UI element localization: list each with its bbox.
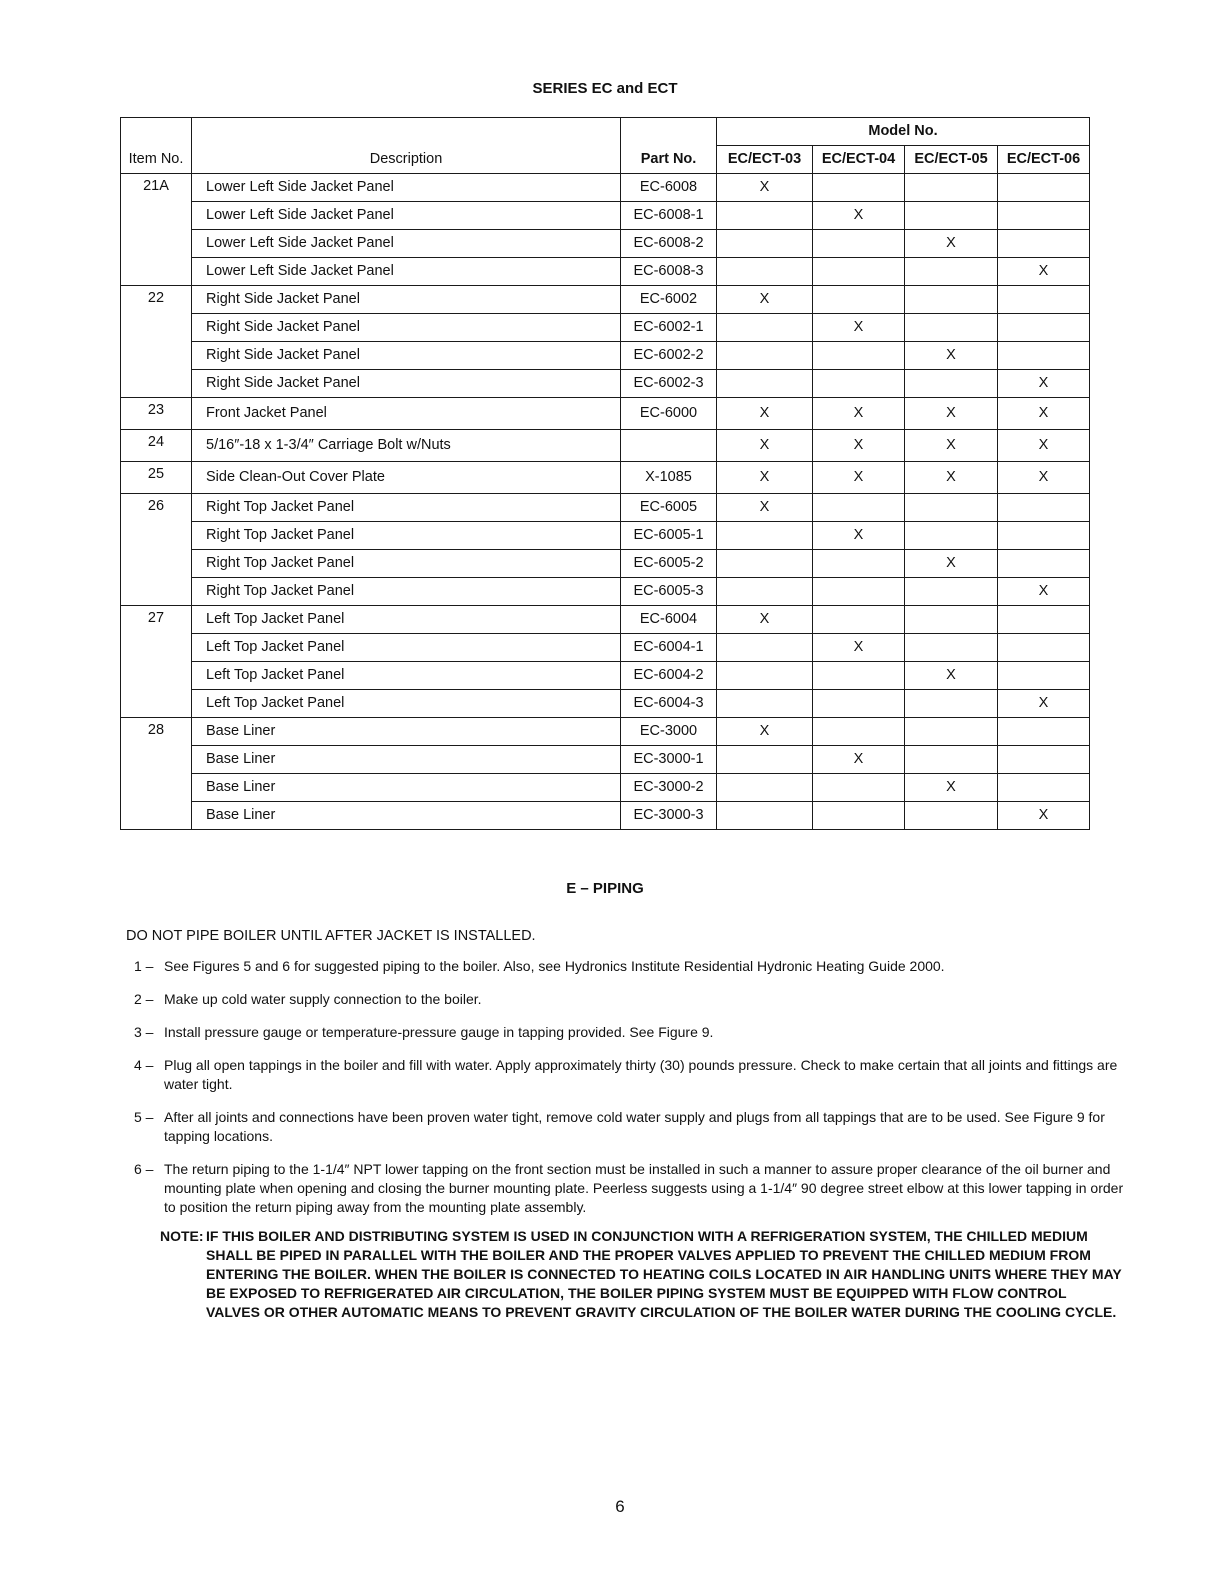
description-cell: Right Side Jacket Panel <box>192 341 621 369</box>
table-row <box>121 173 1090 201</box>
item-no-cell: 22 <box>121 285 192 397</box>
part-no-cell: EC-6002-2 <box>621 341 717 369</box>
model-mark-cell <box>998 773 1090 801</box>
model-mark-cell <box>905 285 998 313</box>
description-cell: Right Top Jacket Panel <box>192 549 621 577</box>
item-no-cell: 26 <box>121 493 192 605</box>
step-number: 6 – <box>134 1161 154 1177</box>
part-no-cell: EC-6008 <box>621 173 717 201</box>
model-mark-cell: X <box>813 397 905 429</box>
part-no-cell: EC-6004-3 <box>621 689 717 717</box>
table-row <box>121 201 1090 229</box>
description-cell: Side Clean-Out Cover Plate <box>192 461 621 493</box>
description-cell: Right Side Jacket Panel <box>192 369 621 397</box>
model-mark-cell <box>905 717 998 745</box>
model-mark-cell <box>813 689 905 717</box>
model-mark-cell: X <box>998 429 1090 461</box>
note-text: IF THIS BOILER AND DISTRIBUTING SYSTEM IS USED IN CONJUNCTION WITH A REFRIGERATION SYSTEM, THE CHILLED MEDIUM SHALL BE PIPED IN PARALLEL WITH THE BOILER AND THE PROPER VALVES APPLIED TO PREVENT THE CHILLED MEDIUM FROM ENTERING THE BOILER. WHEN THE BOILER IS CONNECTED TO HEATING COILS LOCATED IN AIR HANDLING UNITS WHERE THEY MAY BE EXPOSED TO REFRIGERATED AIR CIRCULATION, THE BOILER PIPING SYSTEM MUST BE EQUIPPED WITH FLOW CONTROL VALVES OR OTHER AUTOMATIC MEANS TO PREVENT GRAVITY CIRCULATION OF THE BOILER WATER DURING THE COOLING CYCLE. <box>206 1228 1122 1320</box>
part-no-cell: EC-6005-3 <box>621 577 717 605</box>
part-no-cell: EC-6000 <box>621 397 717 429</box>
header-desc-spacer <box>192 118 621 146</box>
part-no-cell: EC-6008-1 <box>621 201 717 229</box>
item-no-cell: 24 <box>121 429 192 461</box>
description-cell: Lower Left Side Jacket Panel <box>192 201 621 229</box>
model-mark-cell: X <box>905 549 998 577</box>
model-mark-cell <box>717 745 813 773</box>
model-mark-cell <box>717 577 813 605</box>
table-row <box>121 429 1090 461</box>
part-no-cell: EC-6004-1 <box>621 633 717 661</box>
model-mark-cell <box>905 745 998 773</box>
model-mark-cell <box>998 717 1090 745</box>
model-group-header: Model No. <box>717 118 1090 146</box>
part-no-cell: EC-6008-2 <box>621 229 717 257</box>
model-mark-cell <box>717 633 813 661</box>
model-mark-cell <box>998 313 1090 341</box>
model-mark-cell: X <box>905 229 998 257</box>
table-row <box>121 521 1090 549</box>
model-mark-cell: X <box>905 397 998 429</box>
part-no-cell: EC-6008-3 <box>621 257 717 285</box>
model-header-03: EC/ECT-03 <box>717 145 813 173</box>
description-cell: Base Liner <box>192 717 621 745</box>
part-no-cell: EC-6004-2 <box>621 661 717 689</box>
table-row <box>121 661 1090 689</box>
model-mark-cell <box>905 605 998 633</box>
table-row <box>121 801 1090 829</box>
table-row <box>121 549 1090 577</box>
parts-table <box>120 117 1090 830</box>
description-cell: Base Liner <box>192 745 621 773</box>
description-header: Description <box>192 145 621 173</box>
model-mark-cell <box>717 689 813 717</box>
piping-step <box>134 1108 1124 1146</box>
part-no-cell: EC-3000 <box>621 717 717 745</box>
piping-title: E – PIPING <box>566 880 644 897</box>
step-number: 4 – <box>134 1057 154 1073</box>
model-header-05: EC/ECT-05 <box>905 145 998 173</box>
series-title: SERIES EC and ECT <box>532 80 678 97</box>
model-mark-cell <box>813 717 905 745</box>
model-mark-cell <box>813 257 905 285</box>
piping-step <box>134 1056 1124 1094</box>
model-mark-cell <box>905 633 998 661</box>
part-no-cell: EC-6005 <box>621 493 717 521</box>
step-text: After all joints and connections have been proven water tight, remove cold water supply and plugs from all tappings that are to be used. See Figure 9 for tapping locations. <box>164 1109 1105 1144</box>
model-mark-cell: X <box>998 257 1090 285</box>
item-no-cell: 28 <box>121 717 192 829</box>
description-cell: Left Top Jacket Panel <box>192 661 621 689</box>
description-cell: Base Liner <box>192 773 621 801</box>
model-mark-cell: X <box>717 173 813 201</box>
model-mark-cell <box>813 173 905 201</box>
description-cell: Right Top Jacket Panel <box>192 577 621 605</box>
model-mark-cell <box>998 285 1090 313</box>
piping-step <box>134 1160 1124 1217</box>
model-mark-cell: X <box>905 341 998 369</box>
model-mark-cell <box>717 313 813 341</box>
model-mark-cell <box>905 689 998 717</box>
model-mark-cell: X <box>813 201 905 229</box>
description-cell: Left Top Jacket Panel <box>192 689 621 717</box>
table-row <box>121 689 1090 717</box>
step-number: 1 – <box>134 958 154 974</box>
table-row <box>121 633 1090 661</box>
table-row <box>121 605 1090 633</box>
model-mark-cell <box>717 801 813 829</box>
table-row <box>121 313 1090 341</box>
table-row <box>121 369 1090 397</box>
part-no-cell: X-1085 <box>621 461 717 493</box>
part-no-header: Part No. <box>621 145 717 173</box>
step-text: Install pressure gauge or temperature-pressure gauge in tapping provided. See Figure 9. <box>164 1024 714 1040</box>
model-mark-cell <box>998 173 1090 201</box>
table-row <box>121 461 1090 493</box>
description-cell: Lower Left Side Jacket Panel <box>192 173 621 201</box>
model-mark-cell <box>717 229 813 257</box>
model-mark-cell <box>905 493 998 521</box>
description-cell: 5/16″-18 x 1-3/4″ Carriage Bolt w/Nuts <box>192 429 621 461</box>
item-no-cell: 25 <box>121 461 192 493</box>
model-mark-cell: X <box>813 745 905 773</box>
piping-step <box>134 990 1124 1009</box>
model-mark-cell: X <box>717 717 813 745</box>
step-text: The return piping to the 1-1/4″ NPT lower tapping on the front section must be installed in such a manner to assure proper clearance of the oil burner and mounting plate when opening and closing the burner mounting plate. Peerless suggests using a 1-1/4″ 90 degree street elbow at this lower tapping in order to position the return piping away from the mounting plate assembly. <box>164 1161 1124 1215</box>
description-cell: Base Liner <box>192 801 621 829</box>
model-mark-cell <box>813 341 905 369</box>
model-mark-cell <box>717 369 813 397</box>
model-mark-cell: X <box>905 661 998 689</box>
table-row <box>121 745 1090 773</box>
step-number: 5 – <box>134 1109 154 1125</box>
part-no-cell <box>621 429 717 461</box>
model-mark-cell <box>905 313 998 341</box>
step-text: See Figures 5 and 6 for suggested piping to the boiler. Also, see Hydronics Institute Residential Hydronic Heating Guide 2000. <box>164 958 945 974</box>
model-mark-cell <box>717 549 813 577</box>
table-row <box>121 257 1090 285</box>
model-mark-cell <box>905 201 998 229</box>
model-mark-cell <box>717 773 813 801</box>
model-mark-cell <box>998 633 1090 661</box>
model-mark-cell: X <box>905 773 998 801</box>
model-mark-cell <box>813 661 905 689</box>
item-no-cell: 23 <box>121 397 192 429</box>
model-mark-cell: X <box>717 429 813 461</box>
piping-steps <box>134 957 1124 1322</box>
model-mark-cell <box>998 493 1090 521</box>
model-mark-cell: X <box>998 369 1090 397</box>
piping-note <box>160 1227 1124 1322</box>
model-mark-cell <box>717 201 813 229</box>
model-mark-cell <box>998 661 1090 689</box>
step-text: Make up cold water supply connection to the boiler. <box>164 991 482 1007</box>
parts-table-body <box>121 173 1090 829</box>
model-mark-cell: X <box>998 689 1090 717</box>
model-header-04: EC/ECT-04 <box>813 145 905 173</box>
model-mark-cell: X <box>717 605 813 633</box>
model-mark-cell: X <box>813 633 905 661</box>
description-cell: Left Top Jacket Panel <box>192 605 621 633</box>
table-row <box>121 493 1090 521</box>
part-no-cell: EC-6004 <box>621 605 717 633</box>
part-no-cell: EC-6005-1 <box>621 521 717 549</box>
piping-intro: DO NOT PIPE BOILER UNTIL AFTER JACKET IS INSTALLED. <box>126 928 536 944</box>
table-row <box>121 773 1090 801</box>
part-no-cell: EC-3000-2 <box>621 773 717 801</box>
step-number: 3 – <box>134 1024 154 1040</box>
model-mark-cell <box>717 661 813 689</box>
model-mark-cell <box>905 257 998 285</box>
table-row <box>121 717 1090 745</box>
model-mark-cell: X <box>813 521 905 549</box>
model-mark-cell <box>998 201 1090 229</box>
model-mark-cell <box>717 257 813 285</box>
model-mark-cell <box>717 521 813 549</box>
model-mark-cell: X <box>905 429 998 461</box>
table-row <box>121 397 1090 429</box>
item-no-cell: 27 <box>121 605 192 717</box>
model-mark-cell <box>998 341 1090 369</box>
part-no-cell: EC-3000-3 <box>621 801 717 829</box>
page-number: 6 <box>615 1497 625 1516</box>
description-cell: Right Top Jacket Panel <box>192 521 621 549</box>
model-mark-cell <box>998 521 1090 549</box>
model-mark-cell <box>905 521 998 549</box>
table-row <box>121 285 1090 313</box>
model-mark-cell: X <box>998 397 1090 429</box>
model-mark-cell: X <box>998 801 1090 829</box>
note-label: NOTE: <box>160 1228 204 1244</box>
item-no-header: Item No. <box>121 145 192 173</box>
model-mark-cell: X <box>717 461 813 493</box>
table-row <box>121 341 1090 369</box>
part-no-cell: EC-6005-2 <box>621 549 717 577</box>
model-mark-cell: X <box>717 493 813 521</box>
model-header-06: EC/ECT-06 <box>998 145 1090 173</box>
table-row <box>121 229 1090 257</box>
model-mark-cell <box>813 605 905 633</box>
model-mark-cell <box>717 341 813 369</box>
description-cell: Right Top Jacket Panel <box>192 493 621 521</box>
model-mark-cell: X <box>813 461 905 493</box>
description-cell: Right Side Jacket Panel <box>192 313 621 341</box>
item-no-cell: 21A <box>121 173 192 285</box>
description-cell: Left Top Jacket Panel <box>192 633 621 661</box>
model-mark-cell <box>813 229 905 257</box>
model-mark-cell <box>813 493 905 521</box>
part-no-cell: EC-6002-3 <box>621 369 717 397</box>
model-mark-cell <box>998 229 1090 257</box>
model-mark-cell <box>813 577 905 605</box>
model-mark-cell <box>813 801 905 829</box>
model-mark-cell: X <box>717 285 813 313</box>
step-number: 2 – <box>134 991 154 1007</box>
model-mark-cell <box>998 745 1090 773</box>
step-text: Plug all open tappings in the boiler and fill with water. Apply approximately thirty (30) pounds pressure. Check to make certain that all joints and fittings are water tight. <box>164 1057 1118 1092</box>
model-mark-cell <box>813 369 905 397</box>
description-cell: Right Side Jacket Panel <box>192 285 621 313</box>
model-mark-cell: X <box>717 397 813 429</box>
model-mark-cell: X <box>813 429 905 461</box>
piping-step <box>134 1023 1124 1042</box>
model-mark-cell <box>905 173 998 201</box>
model-mark-cell <box>905 801 998 829</box>
model-mark-cell: X <box>998 577 1090 605</box>
piping-step <box>134 957 1124 976</box>
part-no-cell: EC-6002-1 <box>621 313 717 341</box>
model-mark-cell: X <box>905 461 998 493</box>
model-mark-cell <box>998 605 1090 633</box>
model-mark-cell <box>905 369 998 397</box>
model-mark-cell <box>905 577 998 605</box>
model-mark-cell <box>813 549 905 577</box>
header-item-spacer <box>121 118 192 146</box>
model-mark-cell <box>813 285 905 313</box>
description-cell: Front Jacket Panel <box>192 397 621 429</box>
description-cell: Lower Left Side Jacket Panel <box>192 257 621 285</box>
part-no-cell: EC-6002 <box>621 285 717 313</box>
table-row <box>121 577 1090 605</box>
description-cell: Lower Left Side Jacket Panel <box>192 229 621 257</box>
model-mark-cell <box>813 773 905 801</box>
header-part-spacer <box>621 118 717 146</box>
part-no-cell: EC-3000-1 <box>621 745 717 773</box>
model-mark-cell: X <box>813 313 905 341</box>
model-mark-cell: X <box>998 461 1090 493</box>
model-mark-cell <box>998 549 1090 577</box>
